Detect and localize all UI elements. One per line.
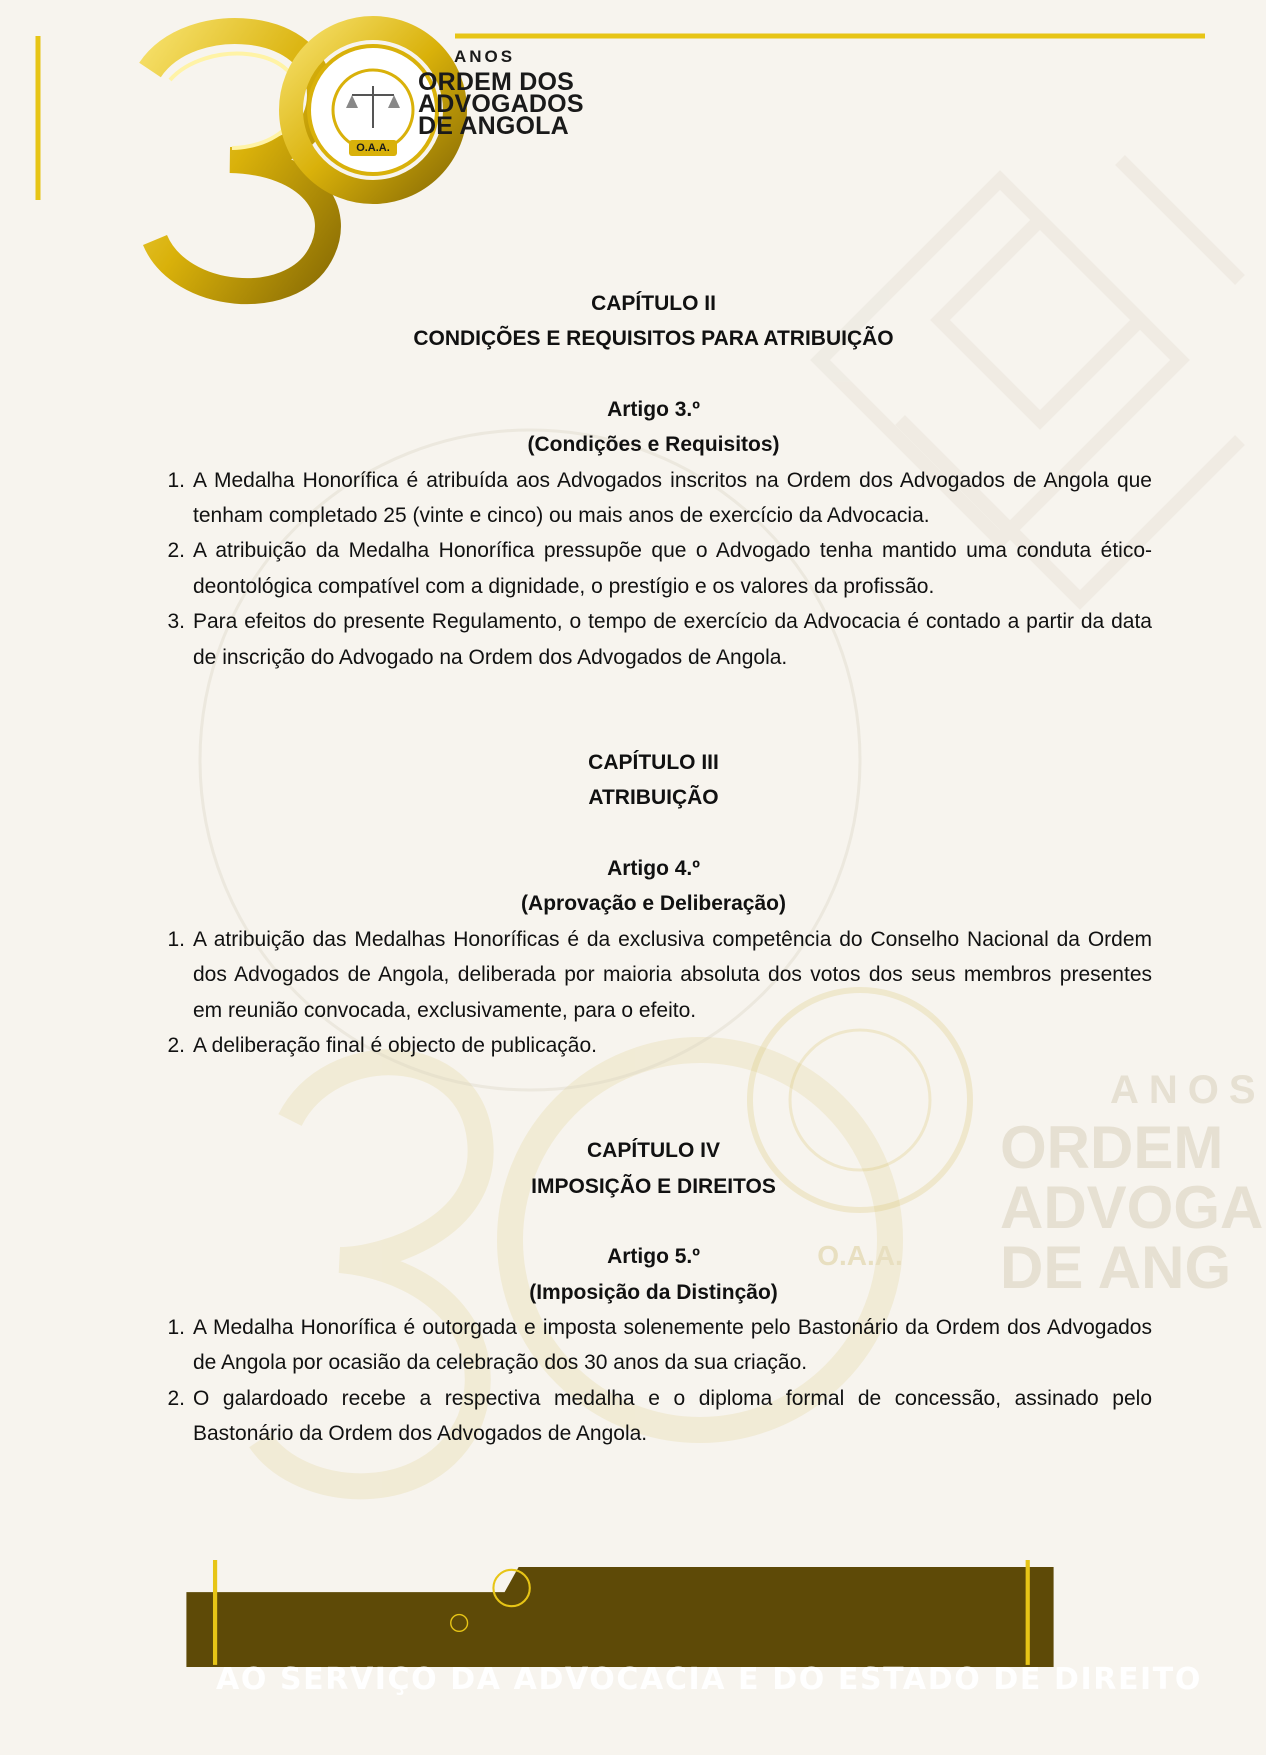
article-heading: Artigo 3.º <box>607 397 700 421</box>
article-heading: Artigo 5.º <box>607 1245 700 1269</box>
item-text: A atribuição das Medalhas Honoríficas é da exclusiva competência do Conselho Nacional da Ordem dos Advogados de Angola, deliberada por maioria absoluta dos votos dos seus membros presentes em reunião convocada, exclusivamente, para o efeito. <box>193 927 1152 1022</box>
item-number: 2. <box>167 539 185 563</box>
footer-band <box>0 1560 1240 1667</box>
chapter-title: IMPOSIÇÃO E DIREITOS <box>531 1174 776 1198</box>
watermark-line-3: DE ANG <box>1000 1234 1232 1301</box>
article-title: (Condições e Requisitos) <box>527 433 780 457</box>
item-number: 1. <box>167 1315 185 1339</box>
list-item <box>155 922 1152 1028</box>
chapter-title: ATRIBUIÇÃO <box>588 786 719 810</box>
item-text: A deliberação final é objecto de publicação. <box>193 1033 597 1057</box>
logo-anos: ANOS <box>454 47 516 66</box>
item-text: O galardoado recebe a respectiva medalha e o diploma formal de concessão, assinado pelo Bastonário da Ordem dos Advogados de Angola. <box>193 1386 1152 1446</box>
item-number: 1. <box>167 927 185 951</box>
article-title: (Aprovação e Deliberação) <box>521 892 786 916</box>
logo-line-1: ORDEM DOS <box>418 68 574 96</box>
item-text: Para efeitos do presente Regulamento, o tempo de exercício da Advocacia é contado a partir da data de inscrição do Advogado na Ordem dos Advogados de Angola. <box>193 610 1152 669</box>
item-text: A atribuição da Medalha Honorífica pressupõe que o Advogado tenha mantido uma conduta ético-deontológica compatível com a dignidade, o prestígio e os valores da profissão. <box>193 539 1152 598</box>
list-item <box>155 1381 1152 1452</box>
list-item <box>155 1028 1152 1063</box>
chapter-3 <box>155 745 1152 1063</box>
item-number: 3. <box>167 610 185 634</box>
item-text: A Medalha Honorífica é atribuída aos Advogados inscritos na Ordem dos Advogados de Angola que tenham completado 25 (vinte e cinco) ou mais anos de exercício da Advocacia. <box>193 468 1152 528</box>
list-item <box>155 533 1152 604</box>
watermark-anos: ANOS <box>1110 1068 1266 1112</box>
chapter-4 <box>155 1133 1152 1451</box>
chapter-2 <box>155 286 1152 675</box>
article-heading: Artigo 4.º <box>607 856 700 880</box>
watermark-seal-initials: O.A.A. <box>817 1240 903 1271</box>
list-item <box>155 463 1152 534</box>
article-title: (Imposição da Distinção) <box>529 1280 778 1304</box>
item-text: A Medalha Honorífica é outorgada e imposta solenemente pelo Bastonário da Ordem dos Advogados de Angola por ocasião da celebração dos 30 anos da sua criação. <box>193 1315 1152 1375</box>
list-item <box>155 1310 1152 1381</box>
watermark-line-1: ORDEM <box>1000 1114 1224 1181</box>
article-items <box>155 922 1152 1064</box>
chapter-heading: CAPÍTULO III <box>588 751 719 775</box>
chapter-heading: CAPÍTULO II <box>591 292 716 315</box>
chapter-heading: CAPÍTULO IV <box>586 1139 720 1163</box>
logo-line-2: ADVOGADOS <box>418 90 584 118</box>
chapter-title: CONDIÇÕES E REQUISITOS PARA ATRIBUIÇÃO <box>413 327 894 351</box>
seal-initials: O.A.A. <box>356 142 390 154</box>
article-items <box>155 1310 1152 1452</box>
footer-slogan: AO SERVIÇO DA ADVOCACIA E DO ESTADO DE DIREITO <box>216 1662 1202 1697</box>
watermark-line-2: ADVOGA <box>1000 1174 1264 1241</box>
item-number: 2. <box>167 1386 185 1410</box>
logo-text <box>418 47 584 140</box>
item-number: 2. <box>167 1033 185 1057</box>
list-item <box>155 604 1152 675</box>
item-number: 1. <box>167 468 185 492</box>
logo-line-3: DE ANGOLA <box>418 112 569 140</box>
article-items <box>155 463 1152 675</box>
document-body <box>155 286 1152 1452</box>
